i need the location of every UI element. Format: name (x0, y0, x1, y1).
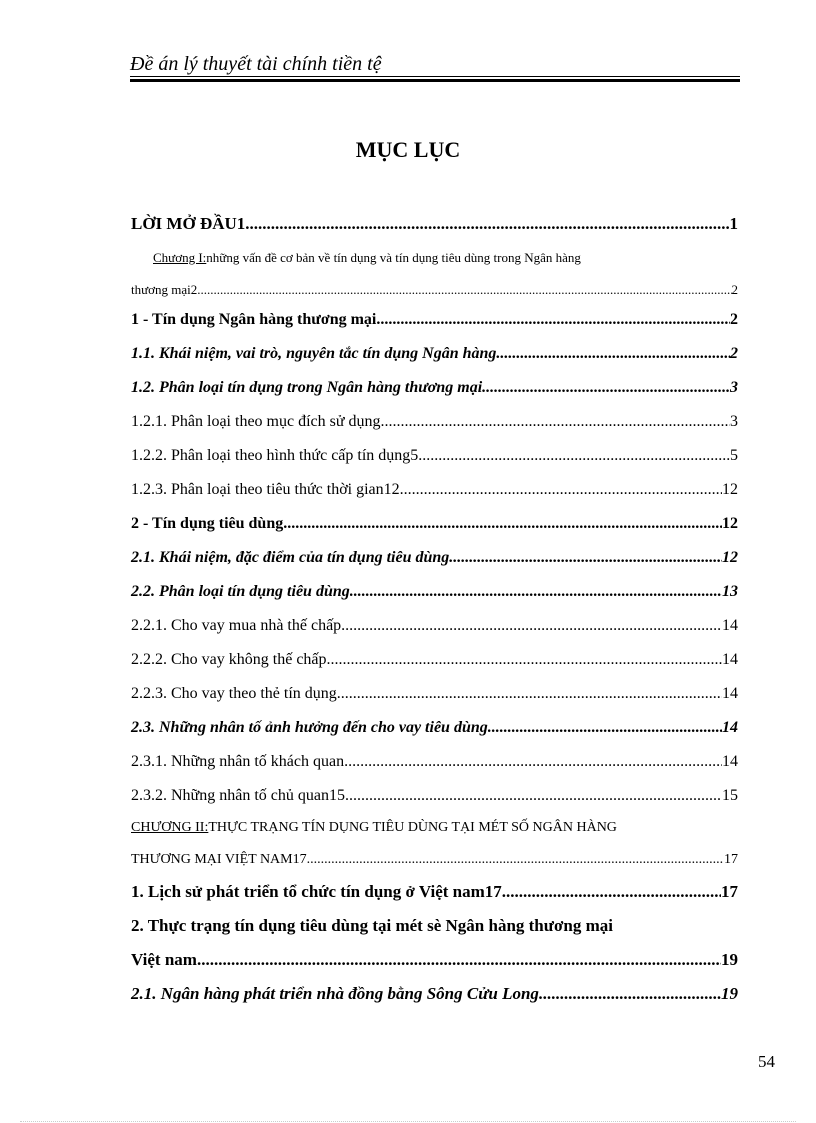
toc-entry[interactable]: 1.2.2. Phân loại theo hình thức cấp tín dụng5 ..... 5 (131, 447, 738, 465)
toc-entry[interactable]: 2.3.1. Những nhân tố khách quan ..... 14 (131, 753, 738, 771)
toc-entry-chapter2-line1[interactable]: CHƯƠNG II:THỰC TRẠNG TÍN DỤNG TIÊU DÙNG TẠI MÉT SỐ NGÂN HÀNG (131, 820, 617, 835)
toc-entry[interactable]: 2.1. Khái niệm, đặc điểm của tín dụng tiêu dùng ..... 12 (131, 549, 738, 567)
page-bottom-divider (20, 1121, 796, 1122)
toc-entry[interactable]: 1.2.3. Phân loại theo tiêu thức thời gian12 ..... 12 (131, 481, 738, 499)
toc-entry[interactable]: 1.1. Khái niệm, vai trò, nguyên tắc tín dụng Ngân hàng ..... 2 (131, 345, 738, 363)
toc-entry[interactable]: 1. Lịch sử phát triển tổ chức tín dụng ở Việt nam17 ..... 17 (131, 882, 738, 902)
header-rule-thick (130, 79, 740, 82)
toc-entry[interactable]: 2.1. Ngân hàng phát triển nhà đồng bằng Sông Cửu Long ..... 19 (131, 984, 738, 1004)
toc-entry-chapter1-line2[interactable]: thương mại2 ..... 2 (131, 282, 738, 298)
toc-entry-c2-2-line1[interactable]: 2. Thực trạng tín dụng tiêu dùng tại mét sè Ngân hàng thương mại (131, 916, 613, 935)
toc-entry[interactable]: 2.3.2. Những nhân tố chủ quan15 ..... 15 (131, 787, 738, 805)
toc-entry[interactable]: 2 - Tín dụng tiêu dùng ..... 12 (131, 515, 738, 533)
toc-entry[interactable]: 2.2. Phân loại tín dụng tiêu dùng ..... 13 (131, 583, 738, 601)
header-rule (130, 76, 740, 77)
toc-entry[interactable]: 2.2.2. Cho vay không thế chấp ..... 14 (131, 651, 738, 669)
page-number: 54 (758, 1052, 775, 1071)
toc-entry-c2-2-line2[interactable]: Việt nam ..... 19 (131, 950, 738, 970)
toc-entry-chapter1-line1[interactable]: Chương I:những vấn đề cơ bản về tín dụng và tín dụng tiêu dùng trong Ngân hàng (153, 250, 581, 265)
toc-entry[interactable]: LỜI MỞ ĐẦU1 ..... 1 (131, 214, 738, 234)
page-title: MỤC LỤC (355, 137, 461, 162)
toc-entry[interactable]: 1 - Tín dụng Ngân hàng thương mại ..... 2 (131, 311, 738, 329)
document-header: Đề án lý thuyết tài chính tiền tệ (130, 53, 382, 75)
toc-entry[interactable]: 2.2.3. Cho vay theo thẻ tín dụng ..... 14 (131, 685, 738, 703)
toc-entry-chapter2-line2[interactable]: THƯƠNG MẠI VIỆT NAM17 ..... 17 (131, 852, 738, 868)
toc-entry[interactable]: 1.2.1. Phân loại theo mục đích sử dụng ..... 3 (131, 413, 738, 431)
toc-entry[interactable]: 2.2.1. Cho vay mua nhà thế chấp ..... 14 (131, 617, 738, 635)
toc-entry[interactable]: 1.2. Phân loại tín dụng trong Ngân hàng thương mại ..... 3 (131, 379, 738, 397)
toc-entry[interactable]: 2.3. Những nhân tố ảnh hưởng đến cho vay tiêu dùng ..... 14 (131, 719, 738, 737)
